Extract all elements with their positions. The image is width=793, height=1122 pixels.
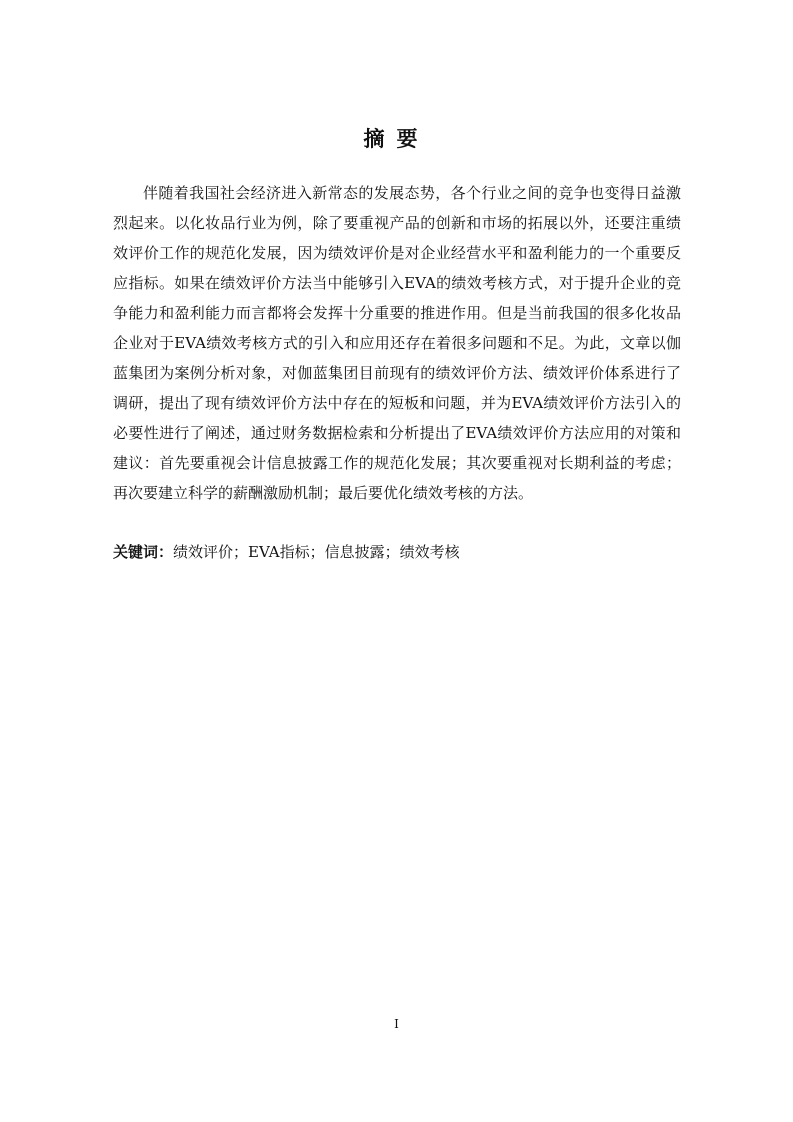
keywords-line <box>113 537 681 567</box>
page-number: I <box>394 1017 399 1031</box>
abstract-paragraph: 伴随着我国社会经济进入新常态的发展态势，各个行业之间的竞争也变得日益激烈起来。以化妆品行业为例，除了要重视产品的创新和市场的拓展以外，还要注重绩效评价工作的规范化发展，因为绩效评价是对企业经营水平和盈利能力的一个重要反应指标。如果在绩效评价方法当中能够引入EVA的绩效考核方式，对于提升企业的竞争能力和盈利能力而言都将会发挥十分重要的推进作用。但是当前我国的很多化妆品企业对于EVA绩效考核方式的引入和应用还存在着很多问题和不足。为此，文章以伽蓝集团为案例分析对象，对伽蓝集团目前现有的绩效评价方法、绩效评价体系进行了调研，提出了现有绩效评价方法中存在的短板和问题，并为EVA绩效评价方法引入的必要性进行了阐述，通过财务数据检索和分析提出了EVA绩效评价方法应用的对策和建议：首先要重视会计信息披露工作的规范化发展；其次要重视对长期利益的考虑；再次要建立科学的薪酬激励机制；最后要优化绩效考核的方法。 <box>113 184 681 502</box>
keywords-label: 关键词： <box>113 543 174 561</box>
keywords-text: 绩效评价；EVA指标；信息披露；绩效考核 <box>173 543 460 561</box>
page-title: 摘要 <box>363 127 430 151</box>
